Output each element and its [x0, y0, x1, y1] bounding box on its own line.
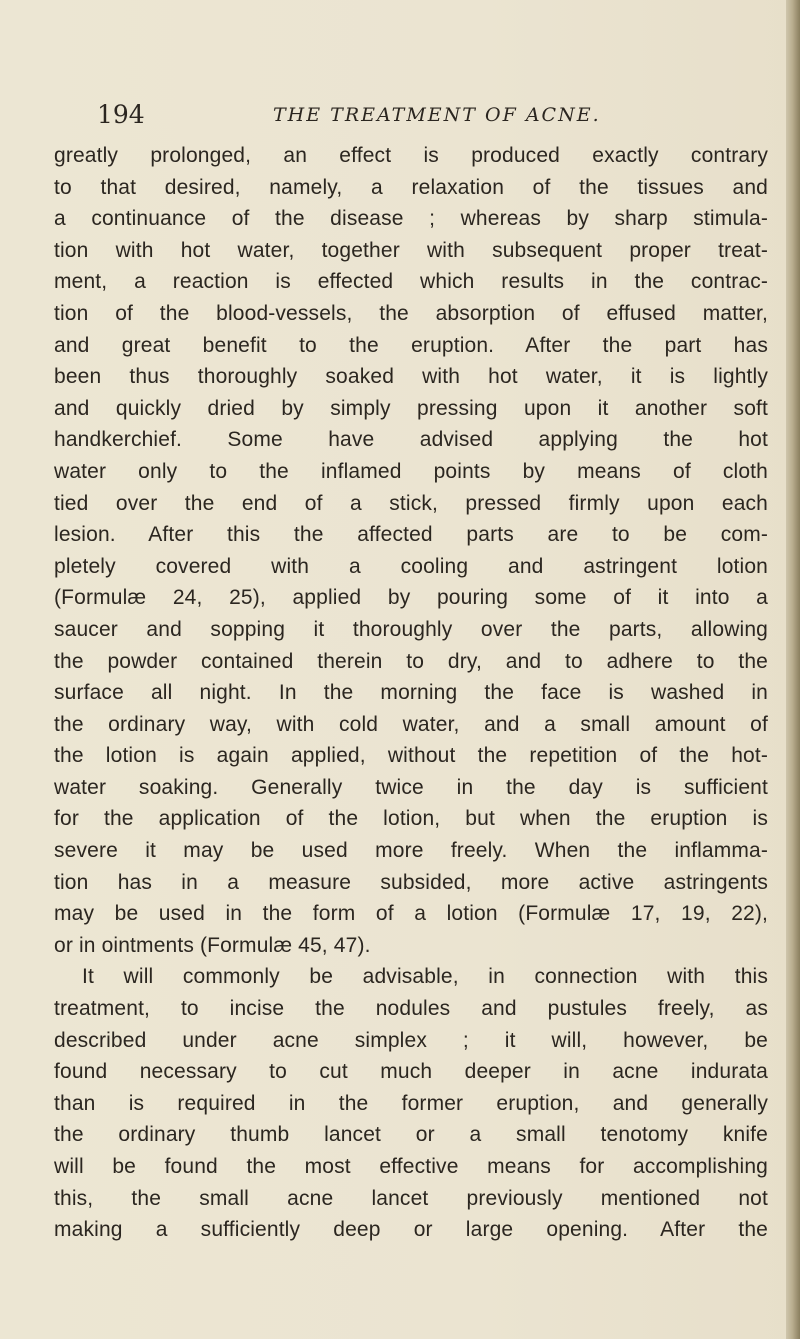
text-line: treatment, to incise the nodules and pustules freely, as: [54, 997, 768, 1021]
text-line: than is required in the former eruption, and generally: [54, 1091, 768, 1115]
text-line: severe it may be used more freely. When the inflamma-: [54, 839, 768, 863]
text-line: lesion. After this the affected parts are to be com-: [54, 523, 768, 547]
text-line: saucer and sopping it thoroughly over the parts, allowing: [54, 617, 768, 641]
text-line: may be used in the form of a lotion (Formulæ 17, 19, 22),: [54, 902, 768, 926]
page-edge-shadow: [786, 0, 800, 1339]
text-line: pletely covered with a cooling and astringent lotion: [54, 554, 768, 578]
page-header: [97, 100, 737, 134]
running-head: THE TREATMENT OF ACNE.: [273, 104, 601, 126]
text-line: handkerchief. Some have advised applying the hot: [54, 428, 768, 452]
text-line: described under acne simplex ; it will, however, be: [54, 1028, 768, 1052]
text-line: tion with hot water, together with subsequent proper treat-: [54, 238, 768, 262]
text-line: or in ointments (Formulæ 45, 47).: [54, 933, 371, 957]
page-number: 194: [97, 100, 145, 129]
text-line: found necessary to cut much deeper in acne indurata: [54, 1060, 768, 1084]
text-line: the ordinary way, with cold water, and a small amount of: [54, 712, 768, 736]
text-line: to that desired, namely, a relaxation of the tissues and: [54, 175, 768, 199]
text-line: the ordinary thumb lancet or a small tenotomy knife: [54, 1123, 768, 1147]
text-line: tion has in a measure subsided, more active astringents: [54, 870, 768, 894]
text-line: water only to the inflamed points by means of cloth: [54, 459, 768, 483]
text-line: and quickly dried by simply pressing upon it another soft: [54, 396, 768, 420]
text-line: the powder contained therein to dry, and to adhere to the: [54, 649, 768, 673]
text-line: water soaking. Generally twice in the day is sufficient: [54, 775, 768, 799]
text-line: making a sufficiently deep or large opening. After the: [54, 1218, 768, 1242]
text-line: will be found the most effective means for accomplishing: [54, 1155, 768, 1178]
text-line: It will commonly be advisable, in connection with this: [82, 965, 768, 989]
text-line: tion of the blood-vessels, the absorption of effused matter,: [54, 301, 768, 325]
text-line: ment, a reaction is effected which results in the contrac-: [54, 270, 768, 294]
text-line: and great benefit to the eruption. After the part has: [54, 333, 768, 357]
text-line: surface all night. In the morning the face is washed in: [54, 681, 768, 705]
text-line: greatly prolonged, an effect is produced exactly contrary: [54, 144, 768, 167]
text-line: (Formulæ 24, 25), applied by pouring some of it into a: [54, 586, 768, 610]
text-line: the lotion is again applied, without the repetition of the hot-: [54, 744, 768, 768]
text-line: been thus thoroughly soaked with hot water, it is lightly: [54, 365, 768, 389]
text-line: a continuance of the disease ; whereas by sharp stimula-: [54, 207, 768, 231]
text-line: this, the small acne lancet previously mentioned not: [54, 1186, 768, 1210]
text-line: tied over the end of a stick, pressed firmly upon each: [54, 491, 768, 515]
body-text: [54, 140, 768, 1246]
text-line: for the application of the lotion, but when the eruption is: [54, 807, 768, 831]
